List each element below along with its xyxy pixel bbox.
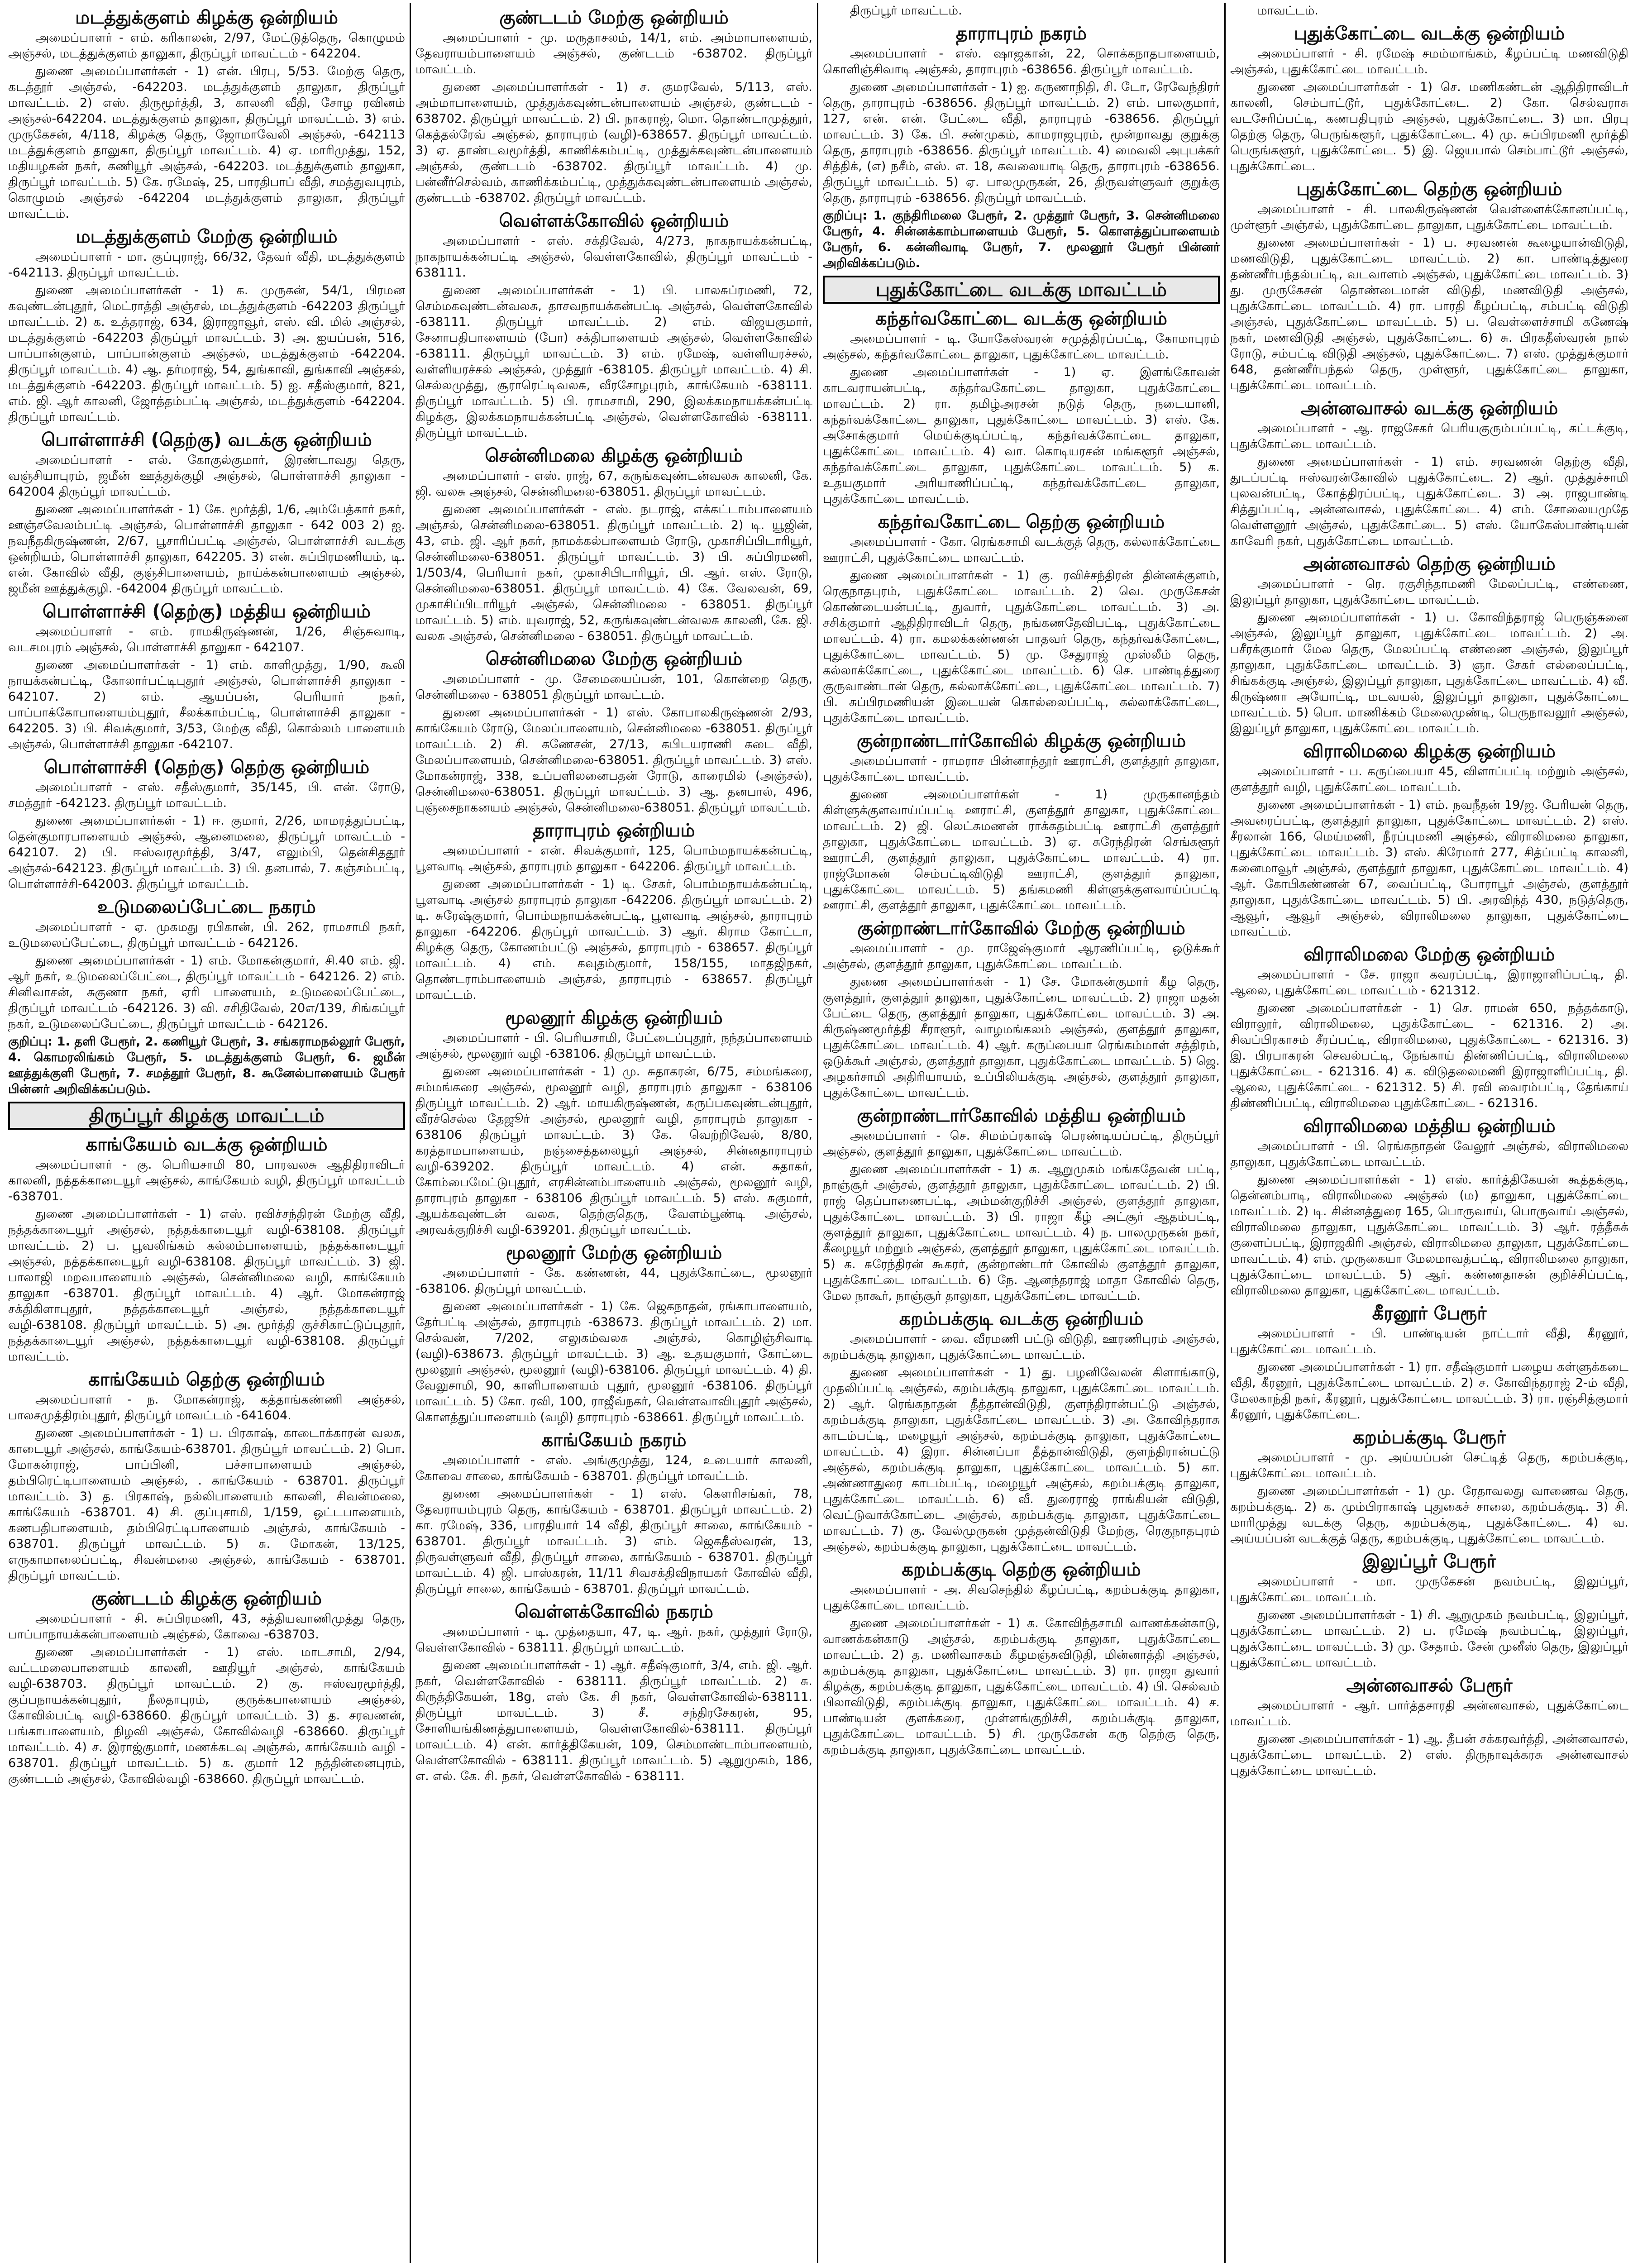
section-title: விராலிமலை மேற்கு ஒன்றியம்: [1303, 944, 1555, 965]
body-paragraph: அமைப்பாளர் - அ. சிவசெந்தில் கீழப்பட்டி, கறம்பக்குடி தாலுகா, புதுக்கோட்டை மாவட்டம்.: [823, 1583, 1220, 1613]
body-paragraph: அமைப்பாளர் - சி. ரமேஷ் சமம்மாங்கம், கீழப்பட்டி மணவிடுதி அஞ்சல், புதுக்கோட்டை மாவட்டம்.: [1230, 47, 1628, 76]
body-paragraph: துணை அமைப்பாளர்கள் - 1) எஸ். ரவிச்சந்திரன் மேற்கு வீதி, நத்தக்காடையூர் அஞ்சல், நத்தக்காடையூர் வழி-638108. திருப்பூர் மாவட்டம். 2) ப. பூவலிங்கம் கல்லம்பாளையம், நத்தக்காடையூர் அஞ்சல், நத்தக்காடையூர் வழி-638108. திருப்பூர் மாவட்டம். 3) ஜி. பாலாஜி மறவபாளையம் அஞ்சல், சென்னிமலை வழி, காங்கேயம் தாலுகா -638701. திருப்பூர் மாவட்டம். 4) ஆர். மோகன்ராஜ் சக்திகிளாபுதூர், நத்தக்காடையூர் அஞ்சல், நத்தக்காடையூர் வழி-638108. திருப்பூர் மாவட்டம். 5) அ. மூர்த்தி குச்சிகாட்டுப்புதூர், நத்தக்காடையூர் அஞ்சல், நத்தக்காடையூர் வழி-638108. திருப்பூர் மாவட்டம்.: [8, 1207, 405, 1364]
body-paragraph: அமைப்பாளர் - எம். கரிகாலன், 2/97, மேட்டுத்தெரு, கொழுமம் அஞ்சல், மடத்துக்குளம் தாலுகா, திருப்பூர் மாவட்டம் - 642204.: [8, 31, 405, 61]
section-title: தாராபுரம் நகரம்: [955, 23, 1087, 44]
section-title: காங்கேயம் வடக்கு ஒன்றியம்: [86, 1134, 328, 1155]
body-paragraph: துணை அமைப்பாளர்கள் - 1) ஐ. கருணாநிதி, சி. டோ, ரேவேந்திரர் தெரு, தாராபுரம் -638656. திருப்பூர் மாவட்டம். 2) எம். பாலகுமார், 127, என். என். பேட்டை வீதி, தாராபுரம் -638656. திருப்பூர் மாவட்டம். 3) கே. பி. சண்முகம், காமராஜபுரம், மூன்றாவது குறுக்கு தெரு, தாராபுரம் -638656. திருப்பூர் மாவட்டம். 4) மைவலி அபுபக்கர் சித்திக், (எ) நசீம், எஸ். எ. 18, கவலையாடி தெரு, தாராபுரம் -638656. திருப்பூர் மாவட்டம். 5) ஏ. பாலமுருகன், 26, திருவள்ளுவர் குறுக்கு தெரு, தாராபுரம் -638656. திருப்பூர் மாவட்டம்.: [823, 80, 1220, 205]
body-paragraph: துணை அமைப்பாளர்கள் - 1) சி. ஆறுமுகம் நவம்பட்டி, இலுப்பூர், புதுக்கோட்டை மாவட்டம். 2) ப. ரமேஷ் நவம்பட்டி, இலுப்பூர், புதுக்கோட்டை மாவட்டம். 3) மு. சேதாம். சேன் முனீஸ் தெரு, இலுப்பூர் புதுக்கோட்டை மாவட்டம்.: [1230, 1608, 1628, 1670]
section-title: மூலனூர் கிழக்கு ஒன்றியம்: [505, 1007, 723, 1028]
section-title: விராலிமலை கிழக்கு ஒன்றியம்: [1303, 741, 1556, 762]
body-paragraph: துணை அமைப்பாளர்கள் - 1) ச. குமரவேல், 5/113, எஸ். அம்மாபாளையம், முத்துக்கவுண்டன்பாளையம் அஞ்சல், குண்டடம் - 638702. திருப்பூர் மாவட்டம். 2) பி. நாகராஜ், மொ. தொண்டாமுத்தூர், கெத்தல்ரேவ் அஞ்சல், தாராபுரம் (வழி)-638657. திருப்பூர் மாவட்டம். 3) ஏ. தாண்டவமூர்த்தி, காணிக்கம்பட்டி, முத்துக்கவுண்டன்பாளையம் அஞ்சல், குண்டடம் -638702. திருப்பூர் மாவட்டம். 4) மு. பன்னீர்செல்வம், காணிக்கம்பட்டி, முத்துக்கவுண்டன்பாளையம் அஞ்சல், குண்டடம் -638702. திருப்பூர் மாவட்டம்.: [415, 80, 812, 205]
section-title: கறம்பக்குடி வடக்கு ஒன்றியம்: [899, 1308, 1144, 1329]
body-paragraph: அமைப்பாளர் - மு. சேமையைப்பன், 101, கொன்றை தெரு, சென்னிமலை - 638051 திருப்பூர் மாவட்டம்.: [415, 672, 812, 702]
body-paragraph: அமைப்பாளர் - ரெ. ரகுசிந்தாமணி மேலப்பட்டி, எண்ணை, இலுப்பூர் தாலுகா, புதுக்கோட்டை மாவட்டம்.: [1230, 577, 1628, 607]
section-title: தாராபுரம் ஒன்றியம்: [533, 820, 695, 841]
body-paragraph: அமைப்பாளர் - மா. முருகேசன் நவம்பட்டி, இலுப்பூர், புதுக்கோட்டை மாவட்டம்.: [1230, 1575, 1628, 1604]
body-paragraph: துணை அமைப்பாளர்கள் - 1) ஏ. இளங்கோவன் காடவராயன்பட்டி, கந்தர்வகோட்டை தாலுகா, புதுக்கோட்டை மாவட்டம். 2) ரா. தமிழ்அரசன் நடுத் தெரு, நடையானி, கந்தர்வக்கோட்டை தாலுகா, புதுக்கோட்டை மாவட்டம். 3) எஸ். கே. அசோக்குமார் மெய்க்குடிப்பட்டி, கந்தர்வக்கோட்டை தாலுகா, புதுக்கோட்டை மாவட்டம். 4) வா. கொடியரசன் மங்களூர் அஞ்சல், கந்தர்வக்கோட்டை தாலுகா, புதுக்கோட்டை மாவட்டம். 5) க. உதயகுமார் அரியாணிப்பட்டி, கந்தர்வக்கோட்டை தாலுகா, புதுக்கோட்டை மாவட்டம்.: [823, 365, 1220, 506]
section-title: கறம்பக்குடி தெற்கு ஒன்றியம்: [902, 1559, 1141, 1580]
section-title: கந்தர்வகோட்டை தெற்கு ஒன்றியம்: [878, 511, 1165, 532]
body-paragraph: துணை அமைப்பாளர்கள் - 1) எஸ். கோபாலகிருஷ்ணன் 2/93, காங்கேயம் ரோடு, மேலப்பாளையம், சென்னிமலை -638051. திருப்பூர் மாவட்டம். 2) சி. கணேசன், 27/13, கபிடயராணி கடை வீதி, மேலப்பாளையம், சென்னிமலை-638051. திருப்பூர் மாவட்டம். 3) எஸ். மோகன்ராஜ், 338, உப்பளிலனைபதன் ரோடு, காரைமில் (அஞ்சல்), சென்னிமலை-638051. திருப்பூர் மாவட்டம். 3) ஆ. தனபால், 496, புஞ்சைநாகனயம் அஞ்சல், சென்னிமலை-638051. திருப்பூர் மாவட்டம்.: [415, 706, 812, 815]
column-4: [1226, 3, 1633, 2263]
section-title: குண்டடம் கிழக்கு ஒன்றியம்: [91, 1588, 322, 1609]
body-paragraph: அமைப்பாளர் - ந. மோகன்ராஜ், கத்தாங்கண்ணி அஞ்சல், பாலசமுத்திரம்புதூர், திருப்பூர் மாவட்டம் -641604.: [8, 1393, 405, 1423]
body-paragraph: துணை அமைப்பாளர்கள் - எஸ். நடராஜ், எக்கட்டாம்பாளையம் அஞ்சல், சென்னிமலை-638051. திருப்பூர் மாவட்டம். 2) டி. யூஜின், 43, எம். ஜி. ஆர் நகர், நாமக்கல்பாளையம் ரோடு, முகாசிப்பிடாரியூர், சென்னிமலை-638051. திருப்பூர் மாவட்டம். 3) பி. சுப்பிரமணி, 1/503/4, பெரியார் நகர், முகாசிபிடாரியூர், பி. ஆர். எஸ். ரோடு, சென்னிமலை-638051. திருப்பூர் மாவட்டம். 4) கே. வேலவன், 69, முகாசிப்பிடாரியூர் அஞ்சல், சென்னிமலை - 638051. திருப்பூர் மாவட்டம். 5) எம். யுவராஜ், 52, கருங்கவுண்டன்வலசு காலனி, கே. ஜி. வலசு அஞ்சல், சென்னிமலை - 638051. திருப்பூர் மாவட்டம்.: [415, 502, 812, 643]
body-paragraph: துணை அமைப்பாளர்கள் - 1) செ. மணிகண்டன் ஆதிதிராவிடர் காலனி, செம்பாட்டூர், புதுக்கோட்டை. 2) கோ. செல்வராசு வடசேரிப்பட்டி, கணபதிபுரம் அஞ்சல், புதுக்கோட்டை. 3) மா. பிரபு தெற்கு தெரு, பெருங்களூர், புதுக்கோட்டை. 4) மு. சுப்பிரமணி மூர்த்தி பெருங்களூர், புதுக்கோட்டை. 5) இ. ஜெயபால் செம்பாட்டூர் அஞ்சல், புதுக்கோட்டை.: [1230, 80, 1628, 173]
section-title: அன்னவாசல் தெற்கு ஒன்றியம்: [1303, 554, 1556, 574]
body-paragraph: துணை அமைப்பாளர்கள் - 1) செ. ராமன் 650, நத்தக்காடு, விராலூர், விராலிமலை, புதுக்கோட்டை - 621316. 2) அ. சிவப்பிரகாசம் சீரப்பட்டி, விராலிமலை, புதுக்கோட்டை - 621316. 3) இ. பிரபாகரன் செவல்பட்டி, நேங்காய் திண்ணிப்பட்டி, விராலிமலை புதுக்கோட்டை - 621316. 4) க. விடுதலைமணி இராஜாளிப்பட்டி, தி. ஆலை, புதுக்கோட்டை - 621312. 5) சி. ரவி வைரம்பட்டி, தேங்காய் திண்ணிப்பட்டி, விராலிமலை புதுக்கோட்டை - 621316.: [1230, 1001, 1628, 1110]
body-paragraph: துணை அமைப்பாளர்கள் - 1) எஸ். கௌரிசங்கர், 78, தேவராயம்புரம் தெரு, காங்கேயம் - 638701. திருப்பூர் மாவட்டம். 2) கா. ரமேஷ், 336, பாரதியார் 14 வீதி, திருப்பூர் சாலை, காங்கேயம் - 638701. திருப்பூர் மாவட்டம். 3) எம். ஜெகதீஸ்வரன், 13, திருவள்ளுவர் வீதி, திருப்பூர் சாலை, காங்கேயம் - 638701. திருப்பூர் மாவட்டம். 4) ஜி. பாஸ்கரன், 11/11 சிவசக்திவிநாயகர் கோவில் வீதி, திருப்பூர் சாலை, காங்கேயம் - 638701. திருப்பூர் மாவட்டம்.: [415, 1487, 812, 1596]
body-paragraph: துணை அமைப்பாளர்கள் - 1) ப. பிரகாஷ், காடைாக்காரன் வலசு, காடையூர் அஞ்சல், காங்கேயம்-638701. திருப்பூர் மாவட்டம். 2) பொ. மோகன்ராஜ், பாப்பினி, பச்சாபாளையம் அஞ்சல், தம்பிரெட்டிபாளையம் அஞ்சல், . காங்கேயம் - 638701. திருப்பூர் மாவட்டம். 3) த. பிரகாஷ், நல்லிபாளையம் காலனி, சிவன்மலை, காங்கேயம் -638701. 4) சி. குப்புசாமி, 1/159, ஒட்டபாளையம், கணபதிபாளையம், தம்பிரெட்டிபாளையம் அஞ்சல், காங்கேயம் - 638701. திருப்பூர் மாவட்டம். 5) சு. மோகன், 13/125, எருகாமாலைப்பட்டி, சிவன்மலை அஞ்சல், காங்கேயம் - 638701. திருப்பூர் மாவட்டம்.: [8, 1426, 405, 1583]
section-title: குண்டடம் மேற்கு ஒன்றியம்: [499, 7, 729, 28]
body-paragraph: துணை அமைப்பாளர்கள் - 1) எம். மோகன்குமார், சி.40 எம். ஜி. ஆர் நகர், உடுமலைப்பேட்டை, திருப்பூர் மாவட்டம் - 642126. 2) எம். சினிவாசன், சுகுணா நகர், ஏரி பாளையம், உடுமலைப்பேட்டை, திருப்பூர் மாவட்டம் -642126. 3) வி. சசிதிவேல், 20எ/139, சிங்கப்பூர் நகர், உடுமலைப்பேட்டை, திருப்பூர் மாவட்டம் - 642126.: [8, 954, 405, 1031]
section-title: மூலனூர் மேற்கு ஒன்றியம்: [506, 1242, 722, 1263]
body-paragraph: அமைப்பாளர் - கே. கண்ணன், 44, புதுக்கோட்டை, மூலனூர் -638106. திருப்பூர் மாவட்டம்.: [415, 1266, 812, 1296]
body-paragraph: அமைப்பாளர் - பி. ரெங்கநாதன் வேலூர் அஞ்சல், விராலிமலை தாலுகா, புதுக்கோட்டை மாவட்டம்.: [1230, 1139, 1628, 1169]
section-title: அன்னவாசல் பேரூர்: [1346, 1675, 1513, 1696]
body-paragraph: அமைப்பாளர் - மு. ராஜேஷ்குமார் ஆரணிப்பட்டி, ஒடுக்கூர் அஞ்சல், குளத்தூர் தாலுகா, புதுக்கோட்டை மாவட்டம்.: [823, 941, 1220, 971]
district-heading: புதுக்கோட்டை வடக்கு மாவட்டம்: [823, 276, 1220, 304]
section-title: புதுக்கோட்டை தெற்கு ஒன்றியம்: [1296, 179, 1562, 200]
body-paragraph: அமைப்பாளர் - ஏ. முகமது ரபிகான், பி. 262, ராமசாமி நகர், உடுமலைப்பேட்டை, திருப்பூர் மாவட்டம் - 642126.: [8, 920, 405, 950]
body-paragraph: துணை அமைப்பாளர்கள் - 1) து. பழனிவேலன் கிளாங்காடு, முதலிப்பட்டி அஞ்சல், கறம்பக்குடி தாலுகா, புதுக்கோட்டை மாவட்டம். 2) ஆர். ரெங்கநாதன் தீத்தான்விடுதி, குளந்திரான்பட்டு அஞ்சல், கறம்பக்குடி தாலுகா, புதுக்கோட்டை மாவட்டம். 3) அ. கோவிந்தராசு காடம்பட்டி, மழையூர் அஞ்சல், கறம்பக்குடி தாலுகா, புதுக்கோட்டை மாவட்டம். 4) இரா. சின்னப்பா தீத்தான்விடுதி, குளந்திரான்பட்டு அஞ்சல், கறம்பக்குடி தாலுகா, புதுக்கோட்டை மாவட்டம். 5) கா. அண்ணாதுரை காடம்பட்டி, மழையூர் அஞ்சல், கறம்பக்குடி தாலுகா, புதுக்கோட்டை மாவட்டம். 6) வீ. துரைராஜ் ராங்கியன் விடுதி, வெட்டுவாக்கோட்டை அஞ்சல், கறம்பக்குடி தாலுகா, புதுக்கோட்டை மாவட்டம். 7) கு. வேல்முருகன் முத்தன்விடுதி மேற்கு, ரெகுநாதபுரம் அஞ்சல், கறம்பக்குடி தாலுகா, புதுக்கோட்டை மாவட்டம்.: [823, 1365, 1220, 1554]
body-paragraph: அமைப்பாளர் - எஸ். அங்குமுத்து, 124, உடையார் காலனி, கோவை சாலை, காங்கேயம் - 638701. திருப்பூர் மாவட்டம்.: [415, 1453, 812, 1483]
section-title: மடத்துக்குளம் மேற்கு ஒன்றியம்: [76, 226, 338, 247]
body-paragraph: அமைப்பாளர் - சி. பாலகிருஷ்ணன் வெள்ளைக்கோனப்பட்டி, முள்ளூர் அஞ்சல், புதுக்கோட்டை தாலுகா, புதுக்கோட்டை மாவட்டம்.: [1230, 202, 1628, 232]
body-paragraph: அமைப்பாளர் - ஆர். பார்த்தசாரதி அன்னவாசல், புதுக்கோட்டை மாவட்டம்.: [1230, 1699, 1628, 1728]
body-paragraph: அமைப்பாளர் - எஸ். ராஜ், 67, கருங்கவுண்டன்வலசு காலனி, கே. ஜி. வலசு அஞ்சல், சென்னிமலை-638051. திருப்பூர் மாவட்டம்.: [415, 469, 812, 499]
body-paragraph: அமைப்பாளர் - டி. முத்தையா, 47, டி. ஆர். நகர், முத்தூர் ரோடு, வெள்ளகோவில் - 638111. திருப்பூர் மாவட்டம்.: [415, 1625, 812, 1655]
body-paragraph: துணை அமைப்பாளர்கள் - 1) மு. சுதாகரன், 6/75, சம்மங்கரை, சம்மங்கரை அஞ்சல், மூலனூர் வழி, தாராபுரம் தாலுகா - 638106 திருப்பூர் மாவட்டம். 2) ஆர். மாயகிருஷ்ணன், கருப்பகவுண்டன்புதூர், வீரச்செல்ல தேஜூர் அஞ்சல், மூலனூர் வழி, தாராபுரம் தாலுகா - 638106 திருப்பூர் மாவட்டம். 3) கே. வெற்றிவேல், 8/80, கரத்தாமபாளையம், நஞ்சைத்தலையூர் அஞ்சல், சின்னதாராபுரம் வழி-639202. திருப்பூர் மாவட்டம். 4) என். சுதாகர், கோம்பைமேட்டுபுதூர், எரசின்னம்பாளையம் அஞ்சல், மூலனூர் வழி, தாராபுரம் தாலுகா - 638106 திருப்பூர் மாவட்டம். 5) எஸ். சுகுமார், ஆயக்கவுண்டன் வலசு, தெற்குதெரு, வேளம்பூண்டி அஞ்சல், அரவக்குறிச்சி வழி-639201. திருப்பூர் மாவட்டம்.: [415, 1065, 812, 1237]
body-paragraph: துணை அமைப்பாளர்கள் - 1) ஆர். சதீஷ்குமார், 3/4, எம். ஜி. ஆர். நகர், வெள்ளகோவில் - 638111. திருப்பூர் மாவட்டம். 2) சு. கிருத்திகேயன், 18g, எஸ் கே. சி நகர், வெள்ளகோவில்-638111. திருப்பூர் மாவட்டம். 3) சீ. சந்திரசேகரன், 95, சோளியங்கிணத்துபாளையம், வெள்ளகோவில்-638111. திருப்பூர் மாவட்டம். 4) என். கார்த்திகேயன், 109, செம்மாண்டாம்பாளையம், வெள்ளகோவில் - 638111. திருப்பூர் மாவட்டம். 5) ஆறுமுகம், 186, எ. எல். கே. சி. நகர், வெள்ளகோவில் - 638111.: [415, 1658, 812, 1783]
body-paragraph: அமைப்பாளர் - ப. கருப்பையா 45, விளாப்பட்டி மற்றும் அஞ்சல், குளத்தூர் வழி, புதுக்கோட்டை மாவட்டம்.: [1230, 764, 1628, 794]
body-paragraph: துணை அமைப்பாளர்கள் - 1) என். பிரபு, 5/53. மேற்கு தெரு, கடத்தூர் அஞ்சல், -642203. மடத்துக்குளம் தாலுகா, திருப்பூர் மாவட்டம். 2) எஸ். திருமூர்த்தி, 3, காலனி வீதி, சோழ ரவினம் அஞ்சல்-642204. மடத்துக்குளம் தாலுகா, திருப்பூர் மாவட்டம். 3) எம். முருகேசன், 4/118, கிழக்கு தெரு, ஜோமாவேலி அஞ்சல், -642113 மடத்துக்குளம் தாலுகா, திருப்பூர் மாவட்டம். 4) ஏ. மாரிமுத்து, 152, மதியழகன் நகர், கணியூர் அஞ்சல், -642203. மடத்துக்குளம் தாலுகா, திருப்பூர் மாவட்டம். 5) கே. ரமேஷ், 25, பாரதிபாப் வீதி, சமத்துவபுரம், கொழுமம் அஞ்சல் -642204 மடத்துக்குளம் தாலுகா, திருப்பூர் மாவட்டம்.: [8, 64, 405, 221]
body-paragraph: மாவட்டம்.: [1257, 4, 1318, 18]
section-title: விராலிமலை மத்திய ஒன்றியம்: [1303, 1116, 1556, 1136]
body-paragraph: துணை அமைப்பாளர்கள் - 1) கு. ரவிச்சந்திரன் தின்னக்குளம், ரெகுநாதபுரம், புதுக்கோட்டை மாவட்டம். 2) வெ. முருகேசன் கொண்டையன்பட்டி, துவார், புதுக்கோட்டை மாவட்டம். 3) அ. சசிக்குமார் ஆதிதிராவிடர் தெரு, நங்கணதேவிபட்டி, புதுக்கோட்டை மாவட்டம். 4) ரா. கமலக்கண்ணன் பாதவர் தெரு, கந்தர்வக்கோட்டை, புதுக்கோட்டை மாவட்டம். 5) மு. சேதுராஜ் முஸ்லீம் தெரு, கல்லாக்கோட்டை, புதுக்கோட்டை மாவட்டம். 6) செ. பாண்டித்துரை குருவாண்டான் தெரு, கல்லாக்கோட்டை, புதுக்கோட்டை மாவட்டம். 7) பி. சுப்பிரமணியன் இடையன் கொல்லைப்பட்டி, கல்லாக்கோட்டை, புதுக்கோட்டை மாவட்டம்.: [823, 568, 1220, 725]
body-paragraph: துணை அமைப்பாளர்கள் - 1) எம். சரவணன் தெற்கு வீதி, துடப்பட்டி ஈஸ்வரன்கோவில் புதுக்கோட்டை. 2) ஆர். முத்துச்சாமி புலவன்பட்டி, கோத்திரப்பட்டி, புதுக்கோட்டை. 3) அ. ராஜபாண்டி சித்துப்பட்டி, அன்னவாசல், புதுக்கோட்டை. 4) எம். சோலையமுதே வெள்ளனூர் அஞ்சல், புதுக்கோட்டை. 5) எஸ். யோகேஸ்பாண்டியன் காவேரி நகர், புதுக்கோட்டை மாவட்டம்.: [1230, 455, 1628, 548]
body-paragraph: துணை அமைப்பாளர்கள் - 1) கே. ஜெகநாதன், ரங்காபாளையம், தேர்பட்டி அஞ்சல், தாராபுரம் -638673. திருப்பூர் மாவட்டம். 2) மா. செல்வன், 7/202, எலுகம்வலசு அஞ்சல், கொழிஞ்சிவாடி (வழி)-638673. திருப்பூர் மாவட்டம். 3) ஆ. உதயகுமார், கோட்டை மூலனூர் அஞ்சல், மூலனூர் (வழி)-638106. திருப்பூர் மாவட்டம். 4) தி. வேலுசாமி, 90, காளிபாளையம் புதூர், மூலனூர் -638106. திருப்பூர் மாவட்டம். 5) கோ. ரவி, 100, ராஜீவ்நகர், வெள்ளவாவிபுதூர் அஞ்சல், கொளத்துப்பாளையம் (வழி) தாராபுரம் -638661. திருப்பூர் மாவட்டம்.: [415, 1299, 812, 1424]
section-title: காங்கேயம் தெற்கு ஒன்றியம்: [88, 1369, 325, 1390]
body-paragraph: துணை அமைப்பாளர்கள் - 1) க. ஆறுமுகம் மங்கதேவன் பட்டி, நாஞ்சூர் அஞ்சல், குளத்தூர் தாலுகா, புதுக்கோட்டை மாவட்டம். 2) பி. ராஜ் தெப்பாணைபட்டி, அம்மன்குறிச்சி அஞ்சல், குளத்தூர் தாலுகா, புதுக்கோட்டை மாவட்டம். 3) பி. ராஜா கீழ் அட்சூர் ஆதம்பட்டி, குளத்தூர் தாலுகா, புதுக்கோட்டை மாவட்டம். 4) ந. பாலமுருகன் நகர், கீழையூர் மற்றும் அஞ்சல், குளத்தூர் தாலுகா, புதுக்கோட்டை மாவட்டம். 5) க. சுரேந்திரன் கூகரர், குன்றாண்டார் கோவில் குளத்தூர் தாலுகா, புதுக்கோட்டை மாவட்டம். 6) நே. ஆனந்தராஜ் மாதா கோவில் தெரு, மேல நாகூர், நாஞ்சூர் தாலுகா, புதுக்கோட்டை மாவட்டம்.: [823, 1162, 1220, 1303]
column-2: [411, 3, 818, 2263]
body-paragraph: திருப்பூர் மாவட்டம்.: [850, 4, 962, 18]
body-paragraph: அமைப்பாளர் - பி. பெரியசாமி, பேட்டைப்புதூர், நந்தப்பாளையம் அஞ்சல், மூலனூர் வழி -638106. திருப்பூர் மாவட்டம்.: [415, 1031, 812, 1061]
body-paragraph: அமைப்பாளர் - கோ. ரெங்கசாமி வடக்குத் தெரு, கல்லாக்கோட்டை ஊராட்சி, புதுக்கோட்டை மாவட்டம்.: [823, 535, 1220, 565]
section-title: புதுக்கோட்டை வடக்கு ஒன்றியம்: [1294, 23, 1565, 44]
body-paragraph: அமைப்பாளர் - என். சிவக்குமார், 125, பொம்மநாயக்கன்பட்டி, பூளவாடி அஞ்சல், தாராபுரம் தாலுகா - 642206. திருப்பூர் மாவட்டம்.: [415, 844, 812, 874]
body-paragraph: துணை அமைப்பாளர்கள் - 1) முருகானந்தம் கிள்ளுக்குளவாய்ப்பட்டி ஊராட்சி, குளத்தூர் தாலுகா, புதுக்கோட்டை மாவட்டம். 2) ஜி. லெட்சுமணன் ராக்கதம்பட்டி ஊராட்சி குளத்தூர் தாலுகா, புதுக்கோட்டை மாவட்டம். 3) ஏ. சுரேந்திரன் செங்களூர் ஊராட்சி, குளத்தூர் தாலுகா, புதுக்கோட்டை மாவட்டம். 4) ரா. ராஜ்மோகன் செம்பட்டிவிடுதி ஊராட்சி, குளத்தூர் தாலுகா, புதுக்கோட்டை மாவட்டம். 5) தங்கமணி கிள்ளுக்குளவாய்ப்பட்டி ஊராட்சி, குளத்தூர் தாலுகா, புதுக்கோட்டை மாவட்டம்.: [823, 788, 1220, 912]
body-paragraph: துணை அமைப்பாளர்கள் - 1) ஆ. தீபன் சக்கரவர்த்தி, அன்னவாசல், புதுக்கோட்டை மாவட்டம். 2) எஸ். திருநாவுக்கரசு அன்னவாசல் புதுக்கோட்டை மாவட்டம்.: [1230, 1732, 1628, 1778]
section-title: சென்னிமலை மேற்கு ஒன்றியம்: [485, 649, 743, 669]
body-paragraph: துணை அமைப்பாளர்கள் - 1) மு. ரேதாவலது வாணைவ தெரு, கறம்பக்குடி. 2) க. மும்பிராகாஷ் புதுகைச் சாலை, கறம்பக்குடி. 3) சி. மாரிமுத்து வடக்கு தெரு, கறம்பக்குடி, புதுக்கோட்டை. 4) வ. அய்யப்பன் வடக்குத் தெரு, கறம்பக்குடி, புதுக்கோட்டை மாவட்டம்.: [1230, 1484, 1628, 1546]
section-title: குன்றாண்டார்கோவில் மத்திய ஒன்றியம்: [857, 1105, 1186, 1126]
body-paragraph: அமைப்பாளர் - எம். ராமகிருஷ்ணன், 1/26, சிஞ்சுவாடி, வடசமபுரம் அஞ்சல், பொள்ளாச்சி தாலுகா - 642107.: [8, 625, 405, 654]
section-title: கீரனூர் பேரூர்: [1372, 1303, 1487, 1324]
body-paragraph: அமைப்பாளர் - டி. யோகேஸ்வரன் சமுத்திரப்பட்டி, கோமாபுரம் அஞ்சல், கந்தர்வகோட்டை தாலுகா, புதுக்கோட்டை மாவட்டம்.: [823, 332, 1220, 362]
body-paragraph: துணை அமைப்பாளர்கள் - 1) எம். நவநீதன் 19/ஜ. பேரியன் தெரு, அவரைப்பட்டி, குளத்தூர் தாலுகா, புதுக்கோட்டை மாவட்டம். 2) எஸ். சீரலான் 166, மெய்மணி, நீரப்புமணி அஞ்சல், விராலிமலை தாலுகா, புதுக்கோட்டை மாவட்டம். 3) எஸ். கிரேமார் 277, சித்ப்பட்டி காலனி, கனைமாவூர் அஞ்சல், குளத்தூர் தாலுகா, புதுக்கோட்டை மாவட்டம். 4) ஆர். கோபிகண்ணன் 67, வைப்பட்டி, போராபூர் அஞ்சல், குளத்தூர் தாலுகா, புதுக்கோட்டை மாவட்டம். 5) பி. அரவிந்த் 430, நடுத்தெரு, ஆவூர், ஆவூர் அஞ்சல், விராலிமலை தாலுகா, புதுக்கோட்டை மாவட்டம்.: [1230, 798, 1628, 939]
section-title: வெள்ளக்கோவில் ஒன்றியம்: [499, 210, 729, 231]
body-paragraph: துணை அமைப்பாளர்கள் - 1) ப. சரவணன் கூழையான்விடுதி, மணவிடுதி, புதுக்கோட்டை மாவட்டம். 2) கா. பாண்டித்துரை தண்ணீர்பந்தல்பட்டி, வடவாளம் அஞ்சல், புதுக்கோட்டை மாவட்டம். 3) து. முருகேசன் தொண்டைமான் விடுதி, மணவிடுதி அஞ்சல், புதுக்கோட்டை மாவட்டம். 4) ரா. பாரதி கீழப்பட்டி, சம்பட்டி விடுதி அஞ்சல், புதுக்கோட்டை மாவட்டம். 5) ப. வெள்ளைச்சாமி கணேஷ் நகர், மணவிடுதி அஞ்சல், புதுக்கோட்டை. 6) சு. பிரகதீஸ்வரன் நால் ரோடு, சம்பட்டி விடுதி அஞ்சல், புதுக்கோட்டை. 7) எஸ். முத்துக்குமார் 648, தண்ணீர்பந்தல் தெரு, முள்ளூர், புதுக்கோட்டை தாலுகா, புதுக்கோட்டை மாவட்டம்.: [1230, 236, 1628, 392]
section-title: சென்னிமலை கிழக்கு ஒன்றியம்: [485, 445, 743, 466]
body-paragraph: அமைப்பாளர் - எஸ். சக்திவேல், 4/273, நாகநாயக்கன்பட்டி, நாகநாயக்கன்பட்டி அஞ்சல், வெள்ளகோவில், திருப்பூர் மாவட்டம் - 638111.: [415, 234, 812, 280]
section-title: பொள்ளாச்சி (தெற்கு) வடக்கு ஒன்றியம்: [41, 430, 372, 450]
section-title: காங்கேயம் நகரம்: [541, 1430, 687, 1451]
note-text: குறிப்பு: 1. குந்திரிமலை பேரூர், 2. முத்தூர் பேரூர், 3. சென்னிமலை பேரூர், 4. சின்னக்காம்பாளையம் பேரூர், 5. கொளத்துப்பாளையம் பேரூர், 6. கன்னிவாடி பேரூர், 7. மூலனூர் பேரூர் பின்னர் அறிவிக்கப்படும்.: [823, 209, 1220, 270]
body-paragraph: துணை அமைப்பாளர்கள் - 1) க. கோவிந்தசாமி வாணக்கன்காடு, வாணக்கன்காடு அஞ்சல், கறம்பக்குடி தாலுகா, புதுக்கோட்டை மாவட்டம். 2) த. மணிவாசகம் கீழமஞ்சுவிடுதி, மின்னாத்தி அஞ்சல், கறம்பக்குடி தாலுகா, புதுக்கோட்டை மாவட்டம். 3) ரா. ராஜா துவார் கிழக்கு, கறம்பக்குடி தாலுகா, புதுக்கோட்டை மாவட்டம். 4) பி. செல்வம் பிலாவிடுதி, கறம்பக்குடி தாலுகா, புதுக்கோட்டை மாவட்டம். 4) ச. பாண்டியன் குளக்கரை, முள்ளங்குறிச்சி, கறம்பக்குடி தாலுகா, புதுக்கோட்டை மாவட்டம். 5) சி. முருகேசன் கரு தெற்கு தெரு, கறம்பக்குடி தாலுகா, புதுக்கோட்டை மாவட்டம்.: [823, 1616, 1220, 1757]
body-paragraph: அமைப்பாளர் - எஸ். ஷாஜகான், 22, சொக்கநாதபாளையம், கொளிஞ்சிவாடி அஞ்சல், தாராபுரம் -638656. திருப்பூர் மாவட்டம்.: [823, 47, 1220, 76]
body-paragraph: துணை அமைப்பாளர்கள் - 1) எஸ். கார்த்திகேயன் கூத்தக்குடி, தென்னம்பாடி, விராலிமலை அஞ்சல் (ம) தாலுகா, புதுக்கோட்டை மாவட்டம். 2) டி. சின்னத்துரை 165, பொருவாய், பொருவாய் அஞ்சல், விராலிமலை தாலுகா, புதுக்கோட்டை மாவட்டம். 3) ஆர். ரத்தீசுக் குளைப்பட்டி, இராஜகிரி அஞ்சல், விராலிமலை தாலுகா, புதுக்கோட்டை மாவட்டம். 4) எம். முருகையா மேலமாவத்பட்டி, விராலிமலை தாலுகா, புதுக்கோட்டை மாவட்டம். 5) ஆர். கண்ணதாசன் குறிச்சிப்பட்டி, விராலிமலை தாலுகா, புதுக்கோட்டை மாவட்டம்.: [1230, 1173, 1628, 1298]
section-title: கறம்பக்குடி பேரூர்: [1353, 1427, 1506, 1448]
body-paragraph: துணை அமைப்பாளர்கள் - 1) பி. பாலசுப்ரமணி, 72, செம்மகவுண்டன்வலசு, தாசவநாயக்கன்பட்டி அஞ்சல், வெள்ளகோவில் -638111. திருப்பூர் மாவட்டம். 2) எம். விஜயகுமார், சேனாபதிபாளையம் (போ) சக்திபாளையம் அஞ்சல், வெள்ளகோவில் -638111. திருப்பூர் மாவட்டம். 3) எம். ரமேஷ், வள்ளியரச்சல், வள்ளியரச்சல் அஞ்சல், முத்தூர் -638105. திருப்பூர் மாவட்டம். 4) சி. செல்லமுத்து, சூராரெட்டிவலசு, வீரசோழபுரம், காங்கேயம் -638111. திருப்பூர் மாவட்டம். 5) பி. ராமசாமி, 290, இலக்கமநாயக்கன்பட்டி கிழக்கு, இலக்கமநாயக்கன்பட்டி அஞ்சல், வெள்ளகோவில் -638111. திருப்பூர் மாவட்டம்.: [415, 283, 812, 440]
body-paragraph: துணை அமைப்பாளர்கள் - 1) டி. சேகர், பொம்மநாயக்கன்பட்டி, பூளவாடி அஞ்சல் தாராபுரம் தாலுகா -642206. திருப்பூர் மாவட்டம். 2) டி. சுரேஷ்குமார், பொம்மநாயக்கன்பட்டி, பூளவாடி அஞ்சல், தாராபுரம் தாலுகா -642206. திருப்பூர் மாவட்டம். 3) ஆர். கிராம கோட்டா, கிழக்கு தெரு, கோணம்பட்டு அஞ்சல், தாராபுரம் - 638657. திருப்பூர் மாவட்டம். 4) எம். கவுதம்குமார், 158/155, மாதஜிநகர், தொண்டராம்பாளையம் அஞ்சல், தாராபுரம் - 638657. திருப்பூர் மாவட்டம்.: [415, 877, 812, 1002]
body-paragraph: துணை அமைப்பாளர்கள் - 1) எஸ். மாடசாமி, 2/94, வட்டமலைபாளையம் காலனி, ஊதியூர் அஞ்சல், காங்கேயம் வழி-638703. திருப்பூர் மாவட்டம். 2) கு. ஈஸ்வரமூர்த்தி, குப்பநாயக்கன்புதூர், நீலதாபுரம், குருக்கபாளையம் அஞ்சல், கோவில்பட்டி வழி-638660. திருப்பூர் மாவட்டம். 3) த. சரவணன், பங்காபாளையம், நிழவி அஞ்சல், கோவில்வழி -638660. திருப்பூர் மாவட்டம். 4) ச. இராஜ்குமார், மணக்கடவு அஞ்சல், காங்கேயம் வழி - 638701. திருப்பூர் மாவட்டம். 5) க. குமார் 12 நத்தின்னைபுரம், குண்டடம் அஞ்சல், கோவில்வழி -638660. திருப்பூர் மாவட்டம்.: [8, 1645, 405, 1786]
body-paragraph: அமைப்பாளர் - சி. சுப்பிரமணி, 43, சத்தியவாணிமுத்து தெரு, பாப்பாநாயக்கன்பாளையம் அஞ்சல், கோவை -638703.: [8, 1612, 405, 1642]
section-title: கந்தர்வகோட்டை வடக்கு ஒன்றியம்: [875, 308, 1167, 329]
body-paragraph: அமைப்பாளர் - ஆ. ராஜசேகர் பெரியகுரும்பப்பட்டி, கட்டக்குடி, புதுக்கோட்டை மாவட்டம்.: [1230, 421, 1628, 451]
body-paragraph: துணை அமைப்பாளர்கள் - 1) ரா. சதீஷ்குமார் பழைய கள்ளுக்கடை வீதி, கீரனூர், புதுக்கோட்டை மாவட்டம். 2) ச. கோவிந்தராஜ் 2-ம் வீதி, மேலகாந்தி நகர், கீரனூர், புதுக்கோட்டை மாவட்டம். 3) ரா. ரஞ்சித்குமார் கீரனூர், புதுக்கோட்டை.: [1230, 1360, 1628, 1422]
section-title: வெள்ளக்கோவில் நகரம்: [515, 1601, 713, 1622]
body-paragraph: அமைப்பாளர் - கு. பெரியசாமி 80, பாரவலசு ஆதிதிராவிடர் காலனி, நத்தக்காடையூர் அஞ்சல், காங்கேயம் வழி, திருப்பூர் மாவட்டம் -638701.: [8, 1158, 405, 1203]
body-paragraph: துணை அமைப்பாளர்கள் - 1) ஈ. குமார், 2/26, மாமரத்துப்பட்டி, தென்குமாரபாளையம் அஞ்சல், ஆனைமலை, திருப்பூர் மாவட்டம் - 642107. 2) பி. ஈஸ்வரமூர்த்தி, 3/47, எலும்பி, தென்சிததூர் அஞ்சல்-642123. திருப்பூர் மாவட்டம். 3) பி. தனபால், 7. கஞ்சம்பட்டி, பொள்ளாச்சி-642003. திருப்பூர் மாவட்டம்.: [8, 814, 405, 891]
body-paragraph: அமைப்பாளர் - வை. வீரமணி பட்டு விடுதி, ஊரணிபுரம் அஞ்சல், கறம்பக்குடி தாலுகா, புதுக்கோட்டை மாவட்டம்.: [823, 1332, 1220, 1362]
body-paragraph: துணை அமைப்பாளர்கள் - 1) க. முருகன், 54/1, பிரமன கவுண்டன்புதூர், மெட்ராத்தி அஞ்சல், மடத்துக்குளம் -642203 திருப்பூர் மாவட்டம். 2) க. உத்தராஜ், 634, இராஜாவூர், எஸ். வி. மில் அஞ்சல், மடத்துக்குளம் -642203 திருப்பூர் மாவட்டம். 3) அ. ஐயப்பன், 516, பாப்பான்குளம், பாப்பான்குளம் அஞ்சல், மடத்துக்குளம் -642204. திருப்பூர் மாவட்டம். 4) ஆ. தர்மராஜ், 54, துங்காவி, துங்காவி அஞ்சல், மடத்துக்குளம் -642203. திருப்பூர் மாவட்டம். 5) ஐ. சதீஸ்குமார், 821, எம். ஜி. ஆர் காலனி, ஜோத்தம்பட்டி அஞ்சல், மடத்துக்குளம் -642204. திருப்பூர் மாவட்டம்.: [8, 283, 405, 424]
body-paragraph: அமைப்பாளர் - எஸ். சதீஸ்குமார், 35/145, பி. என். ரோடு, சமத்தூர் -642123. திருப்பூர் மாவட்டம்.: [8, 780, 405, 810]
body-paragraph: அமைப்பாளர் - மு. அய்யப்பன் செட்டித் தெரு, கறம்பக்குடி, புதுக்கோட்டை மாவட்டம்.: [1230, 1451, 1628, 1480]
section-title: உடுமலைப்பேட்டை நகரம்: [97, 897, 316, 917]
section-title: குன்றாண்டார்கோவில் கிழக்கு ஒன்றியம்: [856, 730, 1186, 751]
section-title: குன்றாண்டார்கோவில் மேற்கு ஒன்றியம்: [857, 918, 1185, 939]
body-paragraph: அமைப்பாளர் - ராமராச பின்னாந்தூர் ஊராட்சி, குளத்தூர் தாலுகா, புதுக்கோட்டை மாவட்டம்.: [823, 754, 1220, 784]
section-title: மடத்துக்குளம் கிழக்கு ஒன்றியம்: [75, 7, 338, 28]
column-3: [818, 3, 1226, 2263]
section-title: பொள்ளாச்சி (தெற்கு) மத்திய ஒன்றியம்: [43, 601, 371, 622]
note-text: குறிப்பு: 1. தளி பேரூர், 2. கணியூர் பேரூர், 3. சங்கராமநல்லூர் பேரூர், 4. கொமரலிங்கம் பேரூர், 5. மடத்துக்குளம் பேரூர், 6. ஜமீன் ஊத்துக்குளி பேரூர், 7. சமத்தூர் பேரூர், 8. கூனேல்பாளையம் பேரூர் பின்னர் அறிவிக்கப்படும்.: [8, 1035, 405, 1096]
section-title: அன்னவாசல் வடக்கு ஒன்றியம்: [1300, 398, 1558, 419]
body-paragraph: துணை அமைப்பாளர்கள் - 1) சே. மோகன்குமார் கீழ தெரு, குளத்தூர், குளத்தூர் தாலுகா, புதுக்கோட்டை மாவட்டம். 2) ராஜா மதன் பேட்டை தெரு, குளத்தூர் தாலுகா, புதுக்கோட்டை மாவட்டம். 3) அ. கிருஷ்ணமூர்த்தி சீராளூர், வாழமங்கலம் அஞ்சல், குளத்தூர் தாலுகா, புதுக்கோட்டை மாவட்டம். 4) ஆர். கருப்பையா ரெங்கம்மாள் சத்திரம், ஒடுக்கூர் அஞ்சல், குளத்தூர் தாலுகா, புதுக்கோட்டை மாவட்டம். 5) ஜெ. அழகர்சாமி அதிரியாயம், உப்பிலியக்குடி அஞ்சல், குளத்தூர் தாலுகா, புதுக்கோட்டை மாவட்டம்.: [823, 975, 1220, 1100]
section-title: பொள்ளாச்சி (தெற்கு) தெற்கு ஒன்றியம்: [43, 757, 370, 778]
body-paragraph: துணை அமைப்பாளர்கள் - 1) கே. மூர்த்தி, 1/6, அம்பேத்கார் நகர், ஊஞ்சவேலம்பட்டி அஞ்சல், பொள்ளாச்சி தாலுகா - 642 003 2) ஐ. நவநீதகிருஷ்ணன், 2/67, பூசாரிப்பட்டி அஞ்சல், பொள்ளாச்சி வடக்கு ஒன்றியம், பொள்ளாச்சி தாலுகா, 642205. 3) என். சுப்பிரமணியம், டி. என். கோவில் வீதி, குஞ்சிபாளையம், நாய்க்கன்பாளையம் அஞ்சல், ஜமீன் ஊத்துக்குழி. -642004 திருப்பூர் மாவட்டம்.: [8, 502, 405, 596]
body-paragraph: அமைப்பாளர் - பி. பாண்டியன் நாட்டார் வீதி, கீரனூர், புதுக்கோட்டை மாவட்டம்.: [1230, 1327, 1628, 1356]
column-1: [4, 3, 411, 2263]
body-paragraph: அமைப்பாளர் - மு. மருதாசலம், 14/1, எம். அம்மாபாளையம், தேவராயம்பாளையம் அஞ்சல், குண்டடம் -638702. திருப்பூர் மாவட்டம்.: [415, 31, 812, 76]
body-paragraph: அமைப்பாளர் - செ. சிமம்ப்ரகாஷ் பெரண்டியப்பட்டி, திருப்பூர் அஞ்சல், குளத்தூர் தாலுகா, புதுக்கோட்டை மாவட்டம்.: [823, 1129, 1220, 1159]
body-paragraph: அமைப்பாளர் - எல். கோகுல்குமார், இரண்டாவது தெரு, வஞ்சியாபுரம், ஜமீன் ஊத்துக்குழி அஞ்சல், பொள்ளாச்சி தாலுகா - 642004 திருப்பூர் மாவட்டம்.: [8, 453, 405, 499]
body-paragraph: அமைப்பாளர் - மா. குப்புராஜ், 66/32, தேவர் வீதி, மடத்துக்குளம் -642113. திருப்பூர் மாவட்டம்.: [8, 250, 405, 280]
body-paragraph: துணை அமைப்பாளர்கள் - 1) ப. கோவிந்தராஜ் பெருஞ்சுனை அஞ்சல், இலுப்பூர் தாலுகா, புதுக்கோட்டை மாவட்டம். 2) அ. பசீரக்குமார் மேல தெரு, மேலப்பட்டி எண்ணை அஞ்சல், இலுப்பூர் தாலுகா, புதுக்கோட்டை மாவட்டம். 3) ஞா. சேகர் எல்லைப்பட்டி, சிங்கக்குடி அஞ்சல், இலுப்பூர் தாலுகா, புதுக்கோட்டை மாவட்டம். 4) வீ. கிருஷ்ணா அயோட்டி, மடவயல், இலுப்பூர் தாலுகா, புதுக்கோட்டை மாவட்டம். 5) பொ. மாணிக்கம் மேலைமுண்டி, பெருநாவலூர் அஞ்சல், இலுப்பூர் தாலுகா, புதுக்கோட்டை மாவட்டம்.: [1230, 611, 1628, 735]
district-heading: திருப்பூர் கிழக்கு மாவட்டம்: [8, 1102, 405, 1130]
body-paragraph: துணை அமைப்பாளர்கள் - 1) எம். காளிமுத்து, 1/90, கூலி நாயக்கன்பட்டி, கோலார்பட்டிபுதூர் அஞ்சல், பொள்ளாச்சி தாலுகா - 642107. 2) எம். ஆயப்பன், பெரியார் நகர், பாப்பாக்கோபாளையம்புதூர், சீலக்காம்பட்டி, பொள்ளாச்சி தாலுகா - 642205. 3) பி. சிவக்குமார், 3/53, மேற்கு வீதி, கொல்லம் பாளையம் அஞ்சல், பொள்ளாச்சி தாலுகா -642107.: [8, 658, 405, 751]
section-title: இலுப்பூர் பேரூர்: [1362, 1551, 1496, 1572]
body-paragraph: அமைப்பாளர் - சே. ராஜா கவரப்பட்டி, இராஜாளிப்பட்டி, தி. ஆலை, புதுக்கோட்டை மாவட்டம் - 621312.: [1230, 968, 1628, 998]
